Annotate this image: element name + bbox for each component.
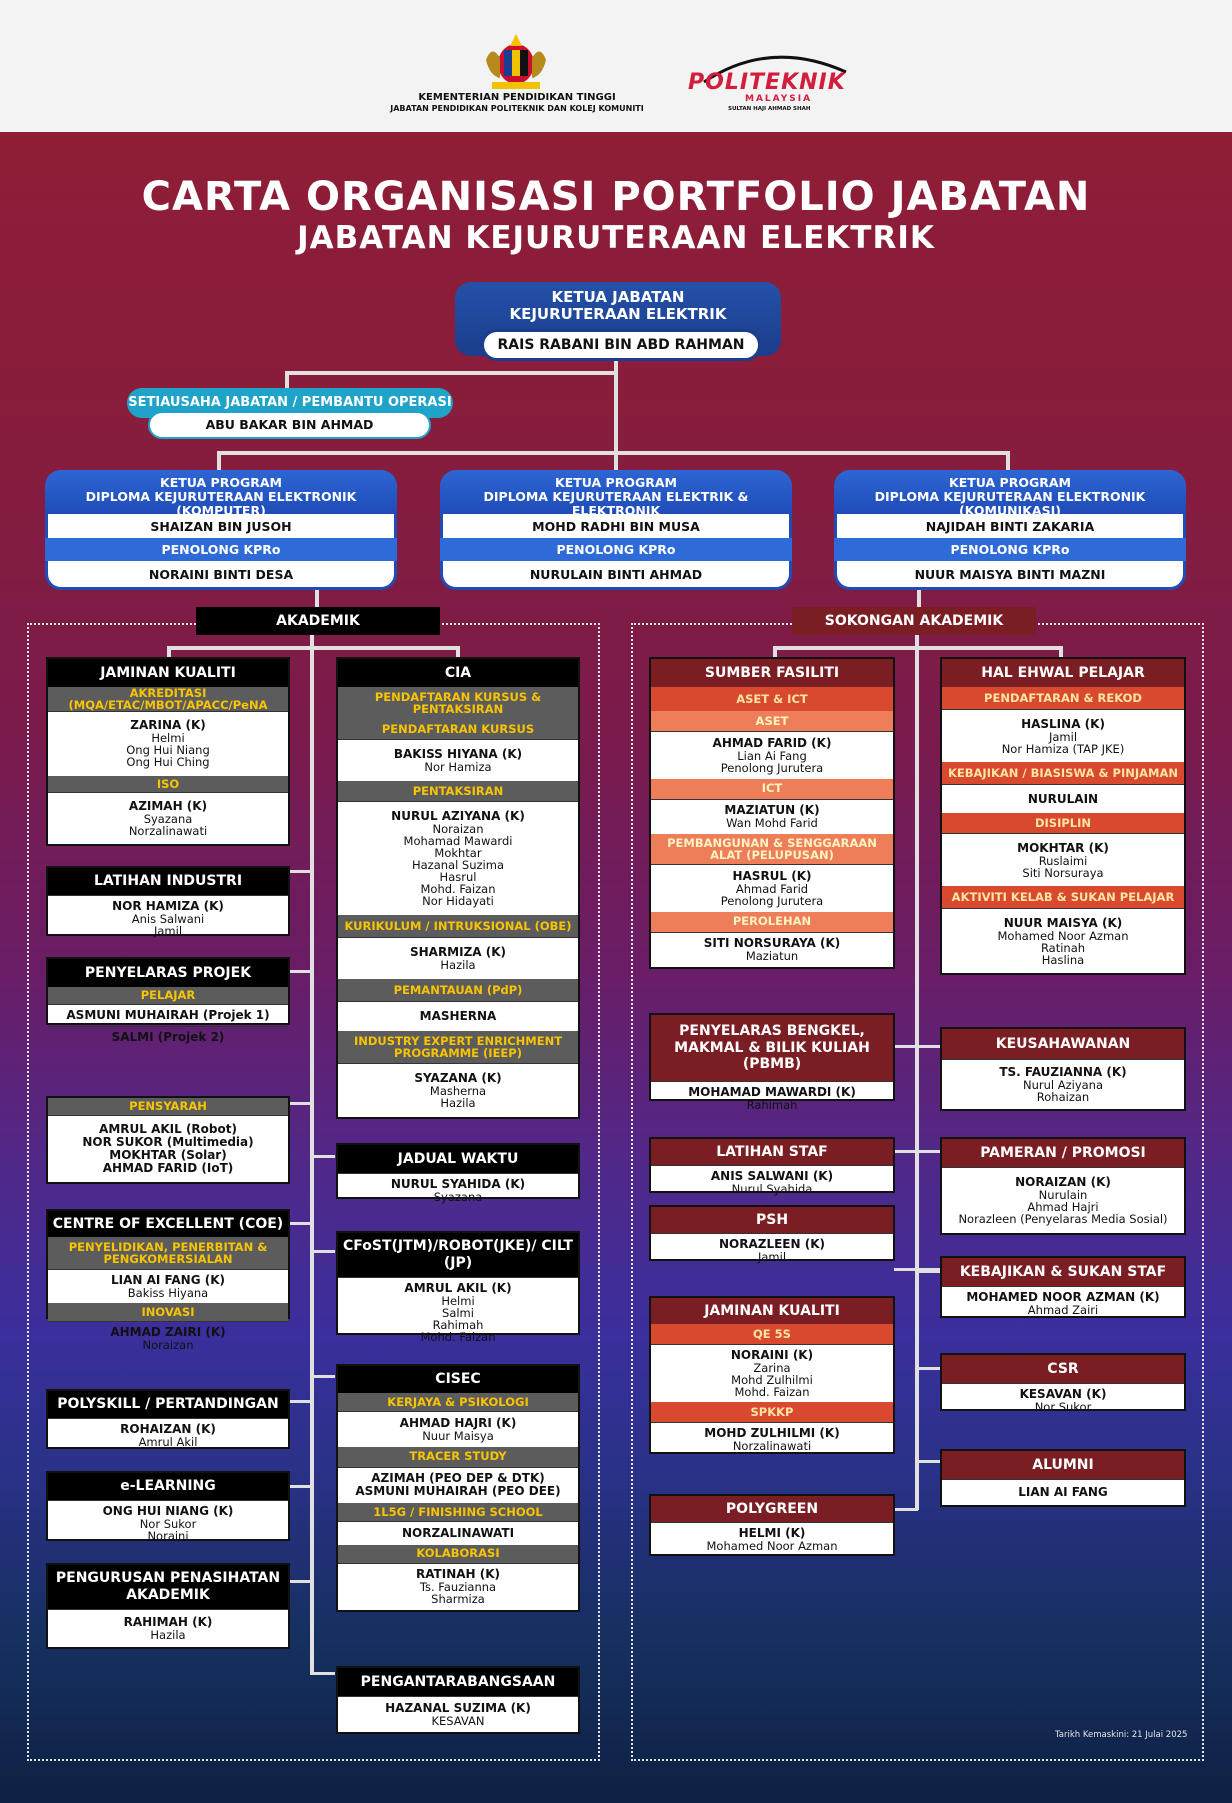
member-list — [651, 1522, 893, 1556]
portfolio-subtitle: ISO — [48, 776, 288, 792]
portfolio-title: JAMINAN KUALITI — [48, 659, 288, 687]
member-list — [651, 1422, 893, 1456]
lead-name: ROHAIZAN (K) — [120, 1422, 216, 1436]
member-name: Haslina — [1041, 952, 1085, 967]
member-list — [942, 784, 1184, 813]
portfolio-title: PENGANTARABANGSAAN — [338, 1668, 578, 1696]
portfolio-title: CISEC — [338, 1366, 578, 1393]
portfolio-box — [46, 1389, 290, 1449]
portfolio-subtitle: AKREDITASI (MQA/ETAC/MBOT/APACC/PeNA — [48, 687, 288, 711]
portfolio-subtitle: PENSYARAH — [48, 1098, 288, 1115]
lead-name: RAHIMAH (K) — [123, 1615, 213, 1629]
member-name: Penolong Jurutera — [720, 760, 824, 775]
member-list — [338, 1277, 578, 1347]
portfolio-title: JAMINAN KUALITI — [651, 1298, 893, 1324]
member-name: Hazila — [440, 958, 476, 972]
portfolio-box — [940, 1027, 1186, 1111]
lead-name: NURUL SYAHIDA (K) — [390, 1177, 526, 1191]
member-list — [48, 711, 288, 775]
portfolio-subtitle: QE 5S — [651, 1324, 893, 1344]
lead-name: ONG HUI NIANG (K) — [102, 1504, 234, 1518]
portfolio-subtitle: PENYELIDIKAN, PENERBITAN & PENGKOMERSIALAN — [48, 1237, 288, 1269]
member-name: Mohamed Noor Azman — [997, 928, 1129, 943]
portfolio-title: ALUMNI — [942, 1451, 1184, 1479]
portfolio-box — [46, 1563, 290, 1649]
lead-name: AZIMAH (K) — [128, 798, 208, 813]
member-name: Nor Hamiza — [424, 760, 492, 774]
member-name: Norzalinawati — [128, 823, 208, 838]
lead-name: NORAZLEEN (K) — [718, 1237, 825, 1251]
member-list — [338, 1467, 578, 1504]
member-name: Nuur Maisya — [422, 1428, 494, 1443]
portfolio-subtitle: INDUSTRY EXPERT ENRICHMENT PROGRAMME (IEEP) — [338, 1031, 578, 1063]
member-name: Hasrul — [439, 870, 477, 884]
portfolio-title: PENYELARAS PROJEK — [48, 959, 288, 987]
portfolio-subtitle: PENDAFTARAN KURSUS & PENTAKSIRAN — [338, 687, 578, 719]
portfolio-box — [940, 1256, 1186, 1318]
member-list — [942, 1059, 1184, 1109]
lead-name: SITI NORSURAYA (K) — [703, 936, 841, 951]
portfolio-subtitle: PENDAFTARAN KURSUS — [338, 719, 578, 739]
member-name: Helmi — [151, 731, 185, 746]
portfolio-title: POLYGREEN — [651, 1496, 893, 1522]
member-name: Masherna — [429, 1084, 487, 1098]
portfolio-title: JADUAL WAKTU — [338, 1145, 578, 1173]
member-name: KESAVAN — [431, 1714, 485, 1728]
member-list — [942, 1383, 1184, 1417]
page-subtitle: JABATAN KEJURUTERAAN ELEKTRIK — [297, 220, 935, 256]
department-name: JABATAN PENDIDIKAN POLITEKNIK DAN KOLEJ KOMUNITI — [390, 104, 644, 113]
lead-name: MOHAMAD MAWARDI (K) — [688, 1085, 856, 1099]
portfolio-title: e-LEARNING — [48, 1473, 288, 1500]
member-name: Ratinah — [1040, 940, 1086, 955]
portfolio-title: HAL EHWAL PELAJAR — [942, 659, 1184, 687]
program-head-name: MOHD RADHI BIN MUSA — [440, 514, 792, 538]
member-name: Rohaizan — [1036, 1090, 1090, 1104]
lead-name: NURULAIN — [1027, 791, 1099, 806]
member-name: Anis Salwani — [131, 912, 205, 926]
portfolio-subtitle: 1L5G / FINISHING SCHOOL — [338, 1503, 578, 1521]
politeknik-logo-sub: MALAYSIA — [745, 94, 813, 104]
member-name: Mohamad Mawardi — [403, 834, 513, 848]
member-name: Salmi — [442, 1306, 474, 1320]
lead-name: MOHAMED NOOR AZMAN (K) — [966, 1290, 1160, 1304]
member-name: Ong Hui Niang — [126, 743, 210, 758]
member-name: Amrul Akil — [138, 1435, 198, 1449]
member-name: Maziatun — [745, 949, 799, 964]
member-name: Nor Sukor — [1034, 1400, 1092, 1414]
lead-name: TS. FAUZIANNA (K) — [999, 1065, 1127, 1079]
member-name: Ahmad Farid — [735, 881, 809, 896]
member-name: Hazila — [150, 1628, 186, 1642]
member-list — [48, 1004, 288, 1026]
program-name: DIPLOMA KEJURUTERAAN ELEKTRIK & ELEKTRONIK — [483, 489, 749, 518]
portfolio-box — [649, 1013, 895, 1112]
portfolio-box — [46, 657, 290, 846]
portfolio-box — [46, 1209, 290, 1352]
portfolio-title: PENYELARAS BENGKEL, MAKMAL & BILIK KULIAH (PBMB) — [651, 1015, 893, 1081]
program-komputer — [45, 470, 397, 590]
secretary-name: ABU BAKAR BIN AHMAD — [148, 411, 431, 439]
portfolio-box — [649, 1205, 895, 1264]
head-role-line1: KETUA JABATAN — [551, 288, 685, 306]
portfolio-box — [336, 1143, 580, 1204]
portfolio-title: KEUSAHAWANAN — [942, 1029, 1184, 1059]
last-updated: Tarikh Kemaskini: 21 Julai 2025 — [1055, 1730, 1188, 1740]
member-name: Hazila — [440, 1096, 476, 1110]
member-name: Jamil — [757, 1250, 787, 1264]
member-list — [48, 1321, 288, 1355]
assistant-role: PENOLONG KPRo — [45, 538, 397, 561]
portfolio-title: KEBAJIKAN & SUKAN STAF — [942, 1258, 1184, 1286]
lead-name: NORAIZAN (K) — [1015, 1175, 1111, 1189]
politeknik-campus: SULTAN HAJI AHMAD SHAH — [728, 106, 811, 112]
portfolio-title: LATIHAN INDUSTRI — [48, 868, 288, 895]
member-name: NOR SUKOR (Multimedia) — [82, 1135, 254, 1149]
assistant-name: NURULAIN BINTI AHMAD — [440, 561, 792, 590]
member-name: Ahmad Hajri — [1027, 1200, 1099, 1214]
member-name: ASMUNI MUHAIRAH (PEO DEE) — [355, 1484, 561, 1499]
politeknik-logo-text: POLITEKNIK — [688, 70, 846, 95]
portfolio-box — [336, 1666, 580, 1734]
member-list — [48, 1269, 288, 1303]
portfolio-box — [649, 1296, 895, 1454]
portfolio-title: PENGURUSAN PENASIHATAN AKADEMIK — [48, 1565, 288, 1609]
member-list — [48, 1115, 288, 1182]
program-name: DIPLOMA KEJURUTERAAN ELEKTRONIK (KOMPUTER) — [85, 489, 357, 518]
lead-name: AHMAD ZAIRI (K) — [110, 1325, 226, 1339]
portfolio-subtitle: KURIKULUM / INTRUKSIONAL (OBE) — [338, 915, 578, 937]
portfolio-subtitle: TRACER STUDY — [338, 1447, 578, 1467]
member-name: Mohd. Faizan — [734, 1385, 810, 1399]
portfolio-title: CSR — [942, 1355, 1184, 1383]
portfolio-title: POLYSKILL / PERTANDINGAN — [48, 1391, 288, 1418]
member-name: Jamil — [1048, 729, 1078, 744]
member-name: Helmi — [441, 1294, 475, 1308]
lead-name: MAZIATUN (K) — [724, 803, 820, 818]
member-list — [942, 1479, 1184, 1505]
member-list — [48, 895, 288, 941]
member-list — [942, 908, 1184, 973]
member-name: Siti Norsuraya — [1022, 865, 1104, 880]
portfolio-title: PAMERAN / PROMOSI — [942, 1139, 1184, 1167]
member-name: Nor Hamiza (TAP JKE) — [1001, 741, 1125, 756]
portfolio-subtitle: AKTIVITI KELAB & SUKAN PELAJAR — [942, 886, 1184, 908]
member-name: Ts. Fauzianna — [419, 1580, 497, 1595]
lead-name: MASHERNA — [419, 1009, 497, 1023]
portfolio-subtitle: KERJAYA & PSIKOLOGI — [338, 1393, 578, 1411]
member-name: Mohd. Faizan — [420, 1330, 496, 1344]
portfolio-subtitle: ASET — [651, 711, 893, 731]
program-role: KETUA PROGRAM — [555, 475, 677, 490]
portfolio-box — [940, 1449, 1186, 1507]
head-name: RAIS RABANI BIN ABD RAHMAN — [481, 329, 761, 361]
member-list — [48, 1609, 288, 1647]
member-name: Syazana — [143, 811, 193, 826]
portfolio-subtitle: PENTAKSIRAN — [338, 781, 578, 801]
member-name: Noraini — [147, 1529, 189, 1543]
portfolio-subtitle: INOVASI — [48, 1303, 288, 1321]
lead-name: HASRUL (K) — [732, 868, 812, 883]
program-head-name: NAJIDAH BINTI ZAKARIA — [834, 514, 1186, 538]
portfolio-box — [649, 1494, 895, 1556]
member-list — [338, 801, 578, 915]
lead-name: NORAINI (K) — [730, 1348, 814, 1362]
lead-name: RATINAH (K) — [415, 1567, 501, 1582]
member-list — [651, 1081, 893, 1115]
portfolio-title: SUMBER FASILITI — [651, 659, 893, 687]
member-list — [338, 937, 578, 979]
member-name: Penolong Jurutera — [720, 893, 824, 908]
program-role: KETUA PROGRAM — [949, 475, 1071, 490]
lead-name: NOR HAMIZA (K) — [112, 899, 224, 913]
member-list — [651, 1165, 893, 1199]
portfolio-box — [46, 1471, 290, 1541]
portfolio-title: LATIHAN STAF — [651, 1139, 893, 1165]
member-name: Norazleen (Penyelaras Media Sosial) — [958, 1212, 1168, 1226]
lead-name: AHMAD FARID (K) — [712, 735, 832, 750]
lead-name: KESAVAN (K) — [1019, 1387, 1107, 1401]
lead-name: MOKHTAR (K) — [1017, 840, 1109, 855]
program-name: DIPLOMA KEJURUTERAAN ELEKTRONIK (KOMUNIKASI) — [874, 489, 1146, 518]
member-name: Wan Mohd Farid — [726, 816, 818, 831]
lead-name: ZARINA (K) — [130, 718, 206, 733]
member-list — [338, 1696, 578, 1732]
member-name: Ahmad Zairi — [1027, 1303, 1099, 1317]
lead-name: ANIS SALWANI (K) — [710, 1169, 834, 1183]
lead-name: BAKISS HIYANA (K) — [393, 747, 523, 761]
member-name: Ong Hui Ching — [126, 755, 210, 770]
lead-name: SALMI (Projek 2) — [111, 1030, 225, 1044]
member-list — [651, 799, 893, 835]
portfolio-title: PSH — [651, 1207, 893, 1233]
member-name: MOKHTAR (Solar) — [109, 1148, 227, 1162]
portfolio-subtitle: PEROLEHAN — [651, 912, 893, 932]
page-title: CARTA ORGANISASI PORTFOLIO JABATAN — [141, 174, 1091, 220]
member-list — [338, 1411, 578, 1447]
portfolio-subtitle: PELAJAR — [48, 987, 288, 1004]
lead-name: ASMUNI MUHAIRAH (Projek 1) — [66, 1008, 270, 1022]
portfolio-box — [336, 1231, 580, 1344]
member-list — [338, 1063, 578, 1117]
member-name: Ruslaimi — [1038, 853, 1088, 868]
head-role-line2: KEJURUTERAAN ELEKTRIK — [509, 305, 727, 323]
lead-name: AHMAD HAJRI (K) — [399, 1415, 517, 1430]
member-name: Noraizan — [432, 822, 484, 836]
member-list — [942, 709, 1184, 762]
portfolio-box — [336, 1364, 580, 1612]
member-name: Lian Ai Fang — [737, 748, 807, 763]
lead-name: NORZALINAWATI — [401, 1525, 515, 1540]
member-name: Nor Sukor — [139, 1517, 197, 1531]
member-list — [48, 792, 288, 844]
portfolio-box — [940, 1353, 1186, 1414]
member-list — [48, 1500, 288, 1546]
lead-name: HASLINA (K) — [1021, 716, 1105, 731]
portfolio-title: CENTRE OF EXCELLENT (COE) — [48, 1211, 288, 1237]
member-name: Nurulain — [1038, 1188, 1088, 1202]
member-list — [651, 932, 893, 968]
member-list — [338, 1521, 578, 1545]
academic-section-label: AKADEMIK — [196, 607, 440, 635]
coat-of-arms-icon — [478, 30, 554, 94]
member-list — [338, 1173, 578, 1207]
member-name: Mohamed Noor Azman — [706, 1539, 838, 1553]
member-list — [651, 1344, 893, 1402]
portfolio-box — [46, 1096, 290, 1184]
member-name: Noraizan — [142, 1338, 194, 1352]
member-list — [651, 731, 893, 779]
portfolio-box — [649, 657, 895, 969]
lead-name: HAZANAL SUZIMA (K) — [385, 1701, 531, 1715]
member-list — [338, 1001, 578, 1031]
member-list — [942, 1286, 1184, 1320]
portfolio-subtitle: KOLABORASI — [338, 1545, 578, 1563]
member-name: Bakiss Hiyana — [127, 1286, 209, 1300]
portfolio-title: CIA — [338, 659, 578, 687]
member-name: Norzalinawati — [732, 1439, 812, 1453]
program-head-name: SHAIZAN BIN JUSOH — [45, 514, 397, 538]
member-name: Mohd. Faizan — [420, 882, 496, 896]
lead-name: MOHD ZULHILMI (K) — [704, 1426, 840, 1440]
member-name: Sharmiza — [431, 1592, 485, 1607]
secretary-role: SETIAUSAHA JABATAN / PEMBANTU OPERASI — [127, 388, 453, 418]
ministry-name: KEMENTERIAN PENDIDIKAN TINGGI — [418, 92, 616, 103]
lead-name: HELMI (K) — [738, 1526, 806, 1540]
lead-name: SHARMIZA (K) — [409, 945, 507, 959]
portfolio-subtitle: KEBAJIKAN / BIASISWA & PINJAMAN — [942, 762, 1184, 784]
lead-name: NURUL AZIYANA (K) — [391, 809, 525, 823]
member-name: Rahimah — [432, 1318, 484, 1332]
portfolio-subtitle: PEMBANGUNAN & SENGGARAAN ALAT (PELUPUSAN) — [651, 834, 893, 864]
member-name: Jamil — [153, 924, 183, 938]
lead-name: AMRUL AKIL (K) — [404, 1281, 512, 1295]
member-name: Nurul Syahida — [731, 1182, 813, 1196]
assistant-role: PENOLONG KPRo — [440, 538, 792, 561]
portfolio-subtitle: SPKKP — [651, 1402, 893, 1422]
member-list — [651, 864, 893, 912]
lead-name: AMRUL AKIL (Robot) — [99, 1122, 237, 1136]
portfolio-box — [46, 957, 290, 1044]
program-komunikasi — [834, 470, 1186, 590]
portfolio-box — [46, 866, 290, 936]
member-list — [48, 1026, 288, 1048]
lead-name: AZIMAH (PEO DEP & DTK) — [371, 1471, 545, 1486]
support-section-label: SOKONGAN AKADEMIK — [792, 607, 1036, 635]
member-list — [338, 739, 578, 781]
portfolio-subtitle: PENDAFTARAN & REKOD — [942, 687, 1184, 709]
member-list — [942, 1167, 1184, 1233]
portfolio-box — [940, 657, 1186, 975]
lead-name: LIAN AI FANG (K) — [111, 1273, 225, 1287]
member-name: Nor Hidayati — [422, 894, 494, 908]
portfolio-subtitle: PEMANTAUAN (PdP) — [338, 979, 578, 1001]
member-name: Nurul Aziyana — [1022, 1078, 1104, 1092]
member-list — [338, 1563, 578, 1611]
assistant-name: NUUR MAISYA BINTI MAZNI — [834, 561, 1186, 590]
member-name: Mokhtar — [434, 846, 482, 860]
assistant-name: NORAINI BINTI DESA — [45, 561, 397, 590]
lead-name: SYAZANA (K) — [414, 1071, 502, 1085]
member-name: Mohd Zulhilmi — [731, 1373, 813, 1387]
lead-name: LIAN AI FANG — [1018, 1485, 1108, 1499]
assistant-role: PENOLONG KPRo — [834, 538, 1186, 561]
member-name: Rahimah — [746, 1098, 798, 1112]
member-list — [942, 833, 1184, 886]
program-elektrik — [440, 470, 792, 590]
portfolio-title: CFoST(JTM)/ROBOT(JKE)/ CILT (JP) — [338, 1233, 578, 1277]
portfolio-box — [940, 1137, 1186, 1235]
member-list — [48, 1418, 288, 1452]
portfolio-subtitle: ICT — [651, 779, 893, 799]
portfolio-box — [336, 657, 580, 1119]
member-name: Hazanal Suzima — [411, 858, 505, 872]
member-list — [651, 1233, 893, 1267]
member-name: AHMAD FARID (IoT) — [102, 1161, 234, 1175]
member-name: Zarina — [753, 1361, 791, 1375]
lead-name: NUUR MAISYA (K) — [1003, 915, 1123, 930]
portfolio-box — [649, 1137, 895, 1196]
program-role: KETUA PROGRAM — [160, 475, 282, 490]
portfolio-subtitle: DISIPLIN — [942, 813, 1184, 833]
portfolio-subtitle: ASET & ICT — [651, 687, 893, 711]
member-name: Syazana — [433, 1190, 483, 1204]
